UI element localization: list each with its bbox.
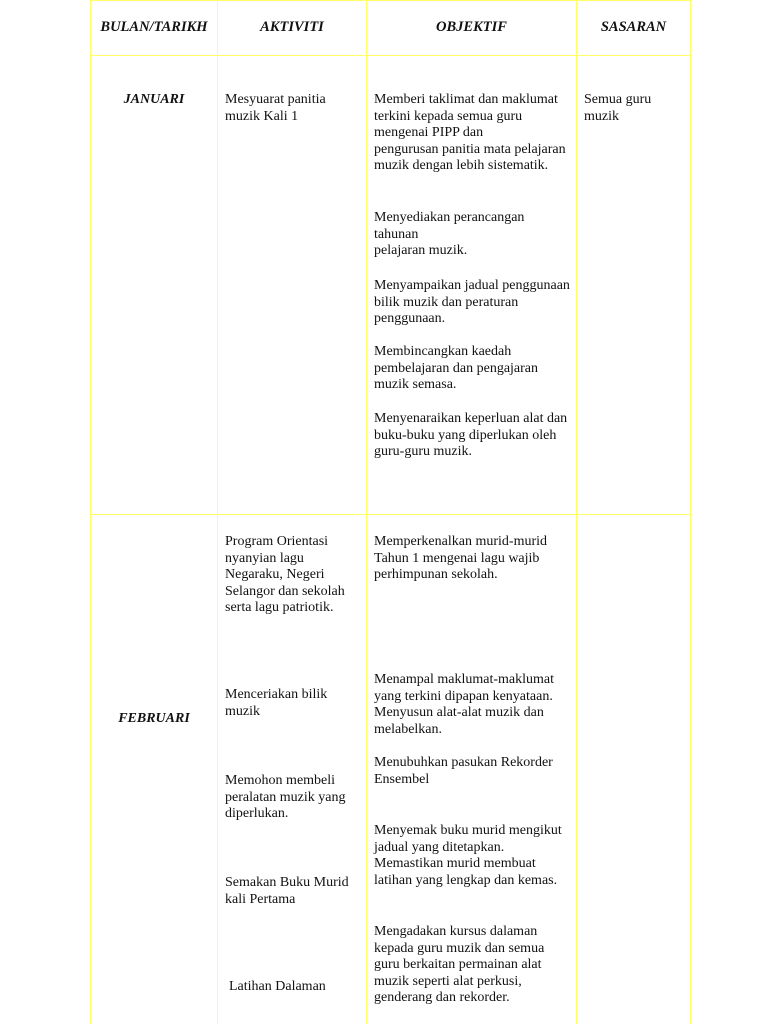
month-january: JANUARI: [123, 92, 185, 107]
january-objective-2: Menyediakan perancangan tahunan pelajaran muzik.: [374, 210, 525, 258]
february-activity-2: Menceriakan bilik muzik: [225, 687, 328, 719]
january-objective-5: Menyenaraikan keperluan alat dan buku-buku yang diperlukan oleh guru-guru muzik.: [374, 411, 568, 459]
february-objective-2: Menampal maklumat-maklumat yang terkini dipapan kenyataan. Menyusun alat-alat muzik dan melabelkan.: [374, 672, 555, 737]
table-divider-3: [576, 0, 577, 1024]
january-row-bottom: [90, 514, 691, 515]
january-target: Semua guru muzik: [584, 92, 652, 124]
january-objective-3: Menyampaikan jadual penggunaan bilik muzik dan peraturan penggunaan.: [374, 278, 570, 326]
table-divider-2: [366, 0, 367, 1024]
column-header-objective: OBJEKTIF: [436, 19, 507, 35]
header-row-bottom: [90, 55, 691, 56]
table-border-left: [90, 0, 91, 1024]
february-objective-3: Menubuhkan pasukan Rekorder Ensembel: [374, 755, 553, 787]
month-february: FEBRUARI: [118, 711, 190, 726]
january-objective-4: Membincangkan kaedah pembelajaran dan pengajaran muzik semasa.: [374, 344, 539, 392]
february-objective-1: Memperkenalkan murid-murid Tahun 1 mengenai lagu wajib perhimpunan sekolah.: [374, 534, 548, 582]
january-activity: Mesyuarat panitia muzik Kali 1: [225, 92, 326, 124]
february-activity-4: Semakan Buku Murid kali Pertama: [225, 875, 349, 907]
february-objective-5: Mengadakan kursus dalaman kepada guru muzik dan semua guru berkaitan permainan alat muzik seperti alat perkusi, genderang dan rekorder.: [374, 924, 545, 1005]
february-activity-5: Latihan Dalaman: [229, 979, 326, 994]
table-border-top: [90, 0, 691, 1]
february-activity-3: Memohon membeli peralatan muzik yang diperlukan.: [225, 773, 346, 821]
table-border-right: [690, 0, 691, 1024]
column-header-target: SASARAN: [600, 19, 667, 35]
january-objective-1: Memberi taklimat dan maklumat terkini kepada semua guru mengenai PIPP dan pengurusan panitia mata pelajaran muzik dengan lebih sistematik.: [374, 92, 566, 173]
february-activity-1: Program Orientasi nyanyian lagu Negaraku, Negeri Selangor dan sekolah serta lagu patriotik.: [225, 534, 345, 615]
table-divider-1: [217, 0, 218, 1024]
column-header-activity: AKTIVITI: [260, 19, 324, 35]
column-header-month: BULAN/TARIKH: [100, 19, 208, 35]
february-objective-4: Menyemak buku murid mengikut jadual yang ditetapkan. Memastikan murid membuat latihan yang lengkap dan kemas.: [374, 823, 562, 888]
